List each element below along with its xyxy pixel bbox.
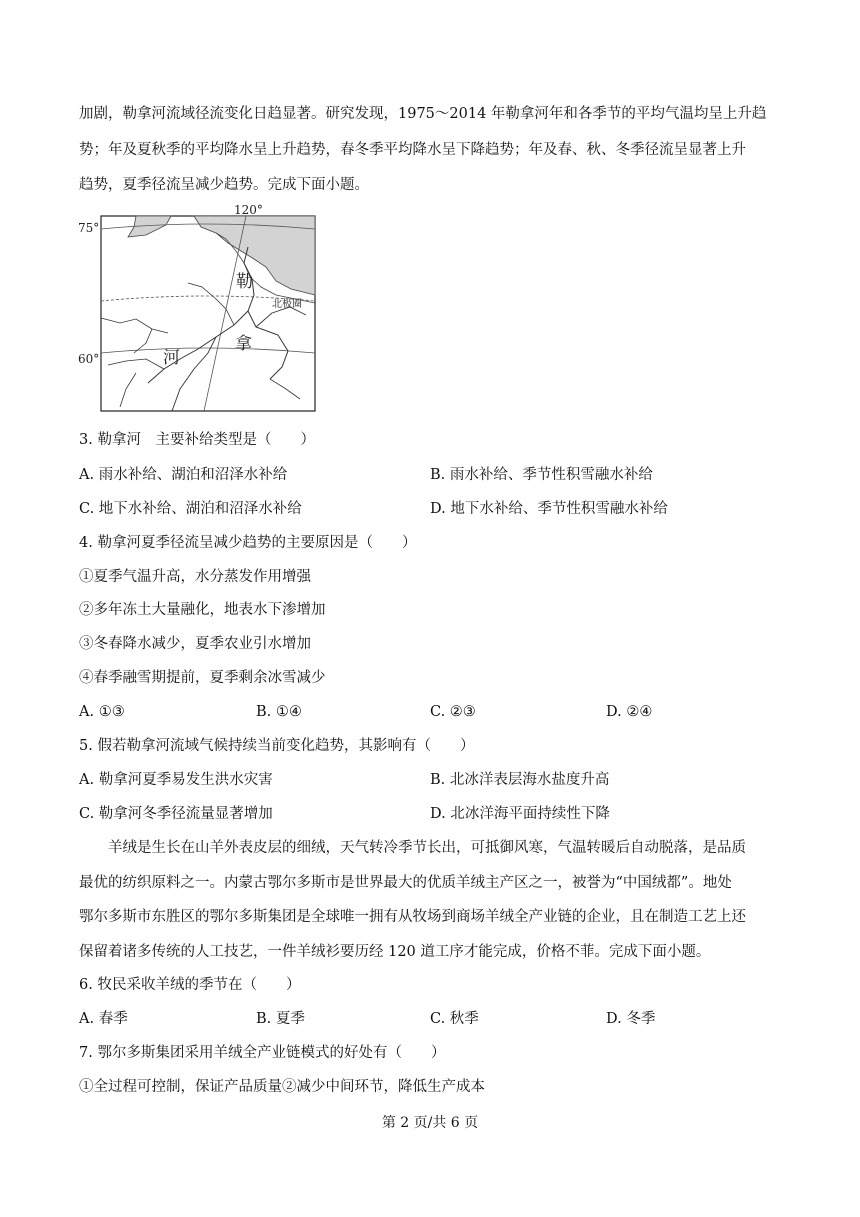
q3-option-b[interactable]: B. 雨水补给、季节性积雪融水补给: [430, 467, 653, 483]
river-label-he: 河: [163, 348, 180, 368]
river-label-na: 拿: [235, 334, 252, 354]
q4-item-3: ③冬春降水减少，夏季农业引水增加: [79, 636, 311, 652]
q6-option-c[interactable]: C. 秋季: [430, 1011, 479, 1027]
passage2-line-4: 保留着诸多传统的人工技艺，一件羊绒衫要历经 120 道工序才能完成，价格不菲。完成下面小题。: [79, 944, 711, 960]
q5-option-c[interactable]: C. 勒拿河冬季径流量显著增加: [79, 806, 273, 822]
q7-stem: 7. 鄂尔多斯集团采用羊绒全产业链模式的好处有（ ）: [79, 1045, 446, 1061]
q6-option-a[interactable]: A. 春季: [79, 1011, 128, 1027]
q5-option-b[interactable]: B. 北冰洋表层海水盐度升高: [430, 772, 610, 788]
q4-item-1: ①夏季气温升高，水分蒸发作用增强: [79, 569, 311, 585]
lat-60-label: 60°: [78, 352, 100, 366]
lat-75-label: 75°: [78, 221, 100, 235]
q5-stem: 5. 假若勒拿河流域气候持续当前变化趋势，其影响有（ ）: [79, 738, 475, 754]
q7-item-1: ①全过程可控制，保证产品质量②减少中间环节，降低生产成本: [79, 1079, 485, 1095]
q3-stem: 3. 勒拿河 主要补给类型是（ ）: [79, 432, 315, 448]
passage2-line-1: 羊绒是生长在山羊外表皮层的细绒，天气转冷季节长出，可抵御风寒，气温转暖后自动脱落，是品质: [108, 840, 746, 856]
q6-option-d[interactable]: D. 冬季: [606, 1011, 656, 1027]
q6-option-b[interactable]: B. 夏季: [256, 1011, 305, 1027]
q4-option-b[interactable]: B. ①④: [256, 704, 302, 720]
page-footer: 第 2 页/共 6 页: [381, 1115, 479, 1131]
q3-option-a[interactable]: A. 雨水补给、湖泊和沼泽水补给: [79, 467, 288, 483]
passage2-line-2: 最优的纺织原料之一。内蒙古鄂尔多斯市是世界最大的优质羊绒主产区之一，被誉为“中国绒都”。地处: [79, 875, 732, 891]
q6-stem: 6. 牧民采收羊绒的季节在（ ）: [79, 977, 301, 993]
intro-line-2: 势；年及夏秋季的平均降水呈上升趋势，春冬季平均降水呈下降趋势；年及春、秋、冬季径流呈显著上升: [79, 142, 746, 158]
q3-option-d[interactable]: D. 地下水补给、季节性积雪融水补给: [430, 501, 668, 517]
lon-120-label: 120°: [234, 203, 263, 217]
q5-option-a[interactable]: A. 勒拿河夏季易发生洪水灾害: [79, 772, 273, 788]
q4-option-c[interactable]: C. ②③: [430, 704, 476, 720]
q4-item-4: ④春季融雪期提前，夏季剩余冰雪减少: [79, 670, 326, 686]
passage2-line-3: 鄂尔多斯市东胜区的鄂尔多斯集团是全球唯一拥有从牧场到商场羊绒全产业链的企业，且在制造工艺上还: [79, 909, 746, 925]
q5-option-d[interactable]: D. 北冰洋海平面持续性下降: [430, 806, 610, 822]
river-label-le: 勒: [236, 272, 253, 292]
q3-option-c[interactable]: C. 地下水补给、湖泊和沼泽水补给: [79, 501, 302, 517]
intro-line-3: 趋势，夏季径流呈减少趋势。完成下面小题。: [79, 177, 369, 193]
q4-stem: 4. 勒拿河夏季径流呈减少趋势的主要原因是（ ）: [79, 535, 417, 551]
arctic-circle-label: 北极圈: [272, 299, 302, 310]
q4-item-2: ②多年冻土大量融化，地表水下渗增加: [79, 602, 326, 618]
q4-option-a[interactable]: A. ①③: [79, 704, 125, 720]
lena-river-map: [76, 203, 324, 415]
q4-option-d[interactable]: D. ②④: [606, 704, 653, 720]
intro-line-1: 加剧，勒拿河流域径流变化日趋显著。研究发现，1975～2014 年勒拿河年和各季节的平均气温均呈上升趋: [79, 106, 767, 122]
